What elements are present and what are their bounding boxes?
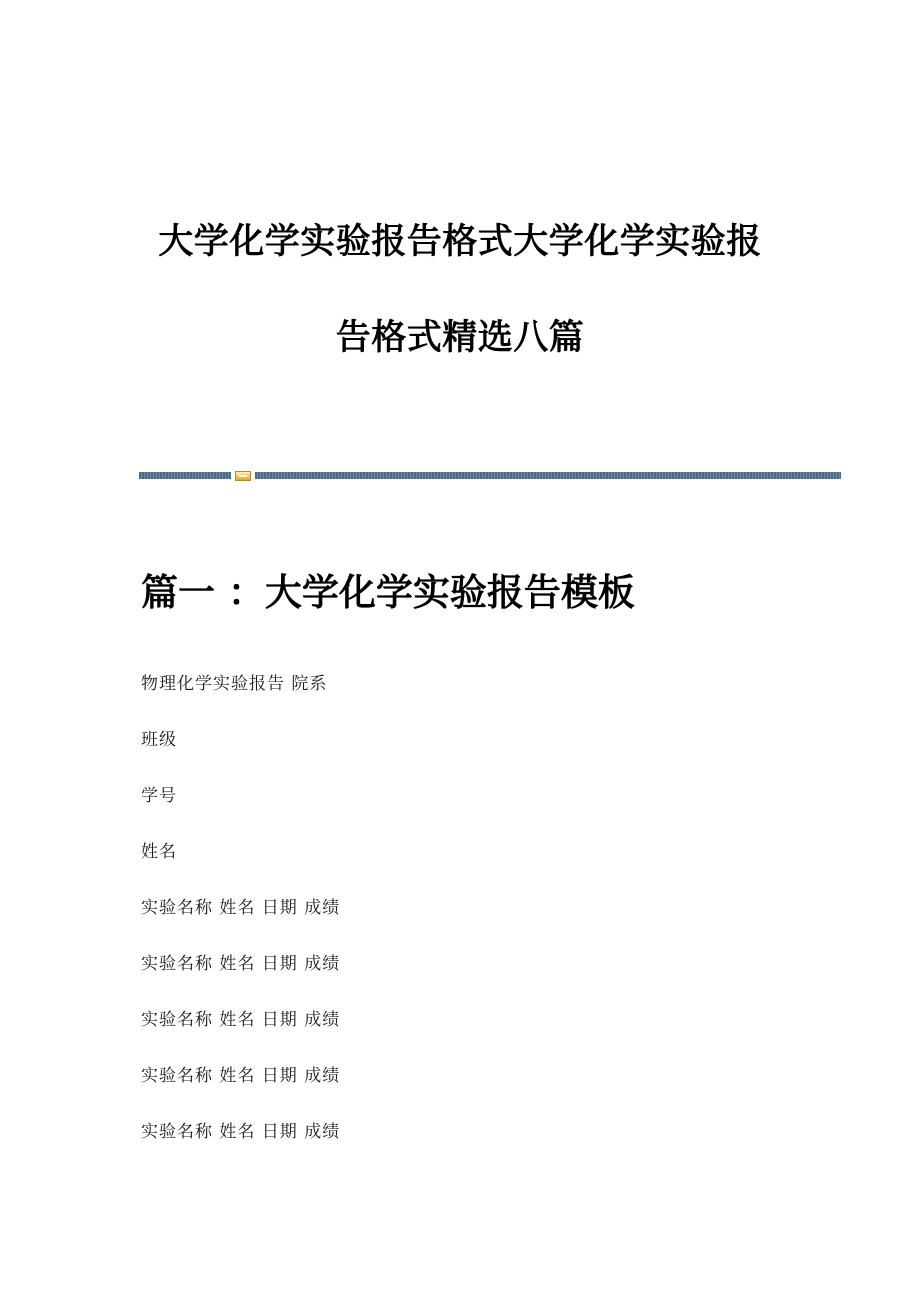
body-line: 实验名称 姓名 日期 成绩 [141, 954, 341, 974]
divider-ornament-icon [235, 471, 251, 481]
body-text [141, 672, 340, 1176]
body-line: 实验名称 姓名 日期 成绩 [141, 1122, 341, 1142]
section-heading: 篇一 ：大学化学实验报告模板 [141, 570, 635, 614]
document-title-line-2: 告格式精选八篇 [335, 317, 585, 358]
document-title-line-1: 大学化学实验报告格式大学化学实验报 [158, 221, 762, 262]
body-line: 姓名 [141, 842, 177, 862]
body-line: 物理化学实验报告 院系 [141, 674, 328, 694]
body-line: 实验名称 姓名 日期 成绩 [141, 898, 341, 918]
divider-bar-left [139, 472, 231, 479]
body-line: 实验名称 姓名 日期 成绩 [141, 1010, 341, 1030]
divider-bar-right [255, 472, 841, 479]
decorative-divider [139, 471, 841, 481]
body-line: 学号 [141, 786, 177, 806]
body-line: 实验名称 姓名 日期 成绩 [141, 1066, 341, 1086]
body-line: 班级 [141, 730, 177, 750]
